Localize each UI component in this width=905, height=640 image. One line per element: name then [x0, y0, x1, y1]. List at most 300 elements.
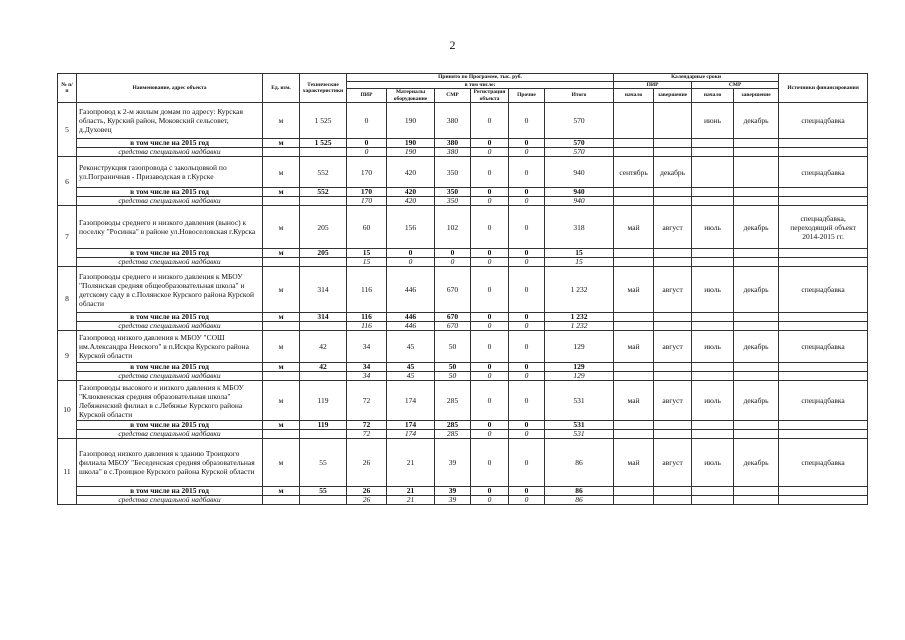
empty-cell — [692, 249, 734, 258]
hdr-no: № п/п — [58, 74, 77, 103]
empty-cell — [263, 148, 300, 157]
registration-cell: 0 — [471, 421, 509, 430]
object-name: Газопровод к 2-м жилым домам по адресу: Курская область, Курский район, Моковский сельсовет, д.Духовец — [77, 103, 263, 139]
other-cell: 0 — [509, 188, 545, 197]
row-number: 10 — [58, 381, 77, 439]
smr-end-cell: декабрь — [734, 103, 779, 139]
total-cell: 129 — [545, 363, 614, 372]
pir-cell: 170 — [347, 157, 387, 188]
pir-end-cell: август — [654, 331, 692, 363]
smr-start-cell: июль — [692, 381, 734, 421]
smr-cell: 350 — [435, 188, 471, 197]
empty-cell — [779, 496, 868, 505]
empty-cell — [692, 139, 734, 148]
empty-cell — [734, 363, 779, 372]
empty-cell — [300, 197, 347, 206]
hdr-incl: в том числе: — [347, 81, 614, 89]
empty-cell — [263, 372, 300, 381]
pir-end-cell: август — [654, 267, 692, 313]
other-cell: 0 — [509, 206, 545, 249]
other-cell: 0 — [509, 313, 545, 322]
materials-cell: 45 — [387, 331, 435, 363]
smr-start-cell: июль — [692, 267, 734, 313]
empty-cell — [692, 487, 734, 496]
other-cell: 0 — [509, 421, 545, 430]
total-cell: 531 — [545, 430, 614, 439]
year-total-row — [58, 249, 868, 258]
empty-cell — [692, 372, 734, 381]
table-row — [58, 103, 868, 139]
unit-cell: м — [263, 381, 300, 421]
smr-cell: 670 — [435, 267, 471, 313]
year-total-row — [58, 139, 868, 148]
other-cell: 0 — [509, 372, 545, 381]
empty-cell — [779, 139, 868, 148]
hdr-unit: Ед. изм. — [263, 74, 300, 103]
empty-cell — [779, 249, 868, 258]
pir-end-cell — [654, 103, 692, 139]
special-surcharge-label: средства специальной надбавки — [77, 258, 263, 267]
pir-cell: 60 — [347, 206, 387, 249]
registration-cell: 0 — [471, 197, 509, 206]
object-name: Газопроводы высокого и низкого давления к МБОУ "Клюквенская средняя образовательная школа" Лебяженский филиал в с.Лебяжье Курского района Курской области — [77, 381, 263, 421]
tech-cell: 119 — [300, 421, 347, 430]
materials-cell: 174 — [387, 421, 435, 430]
total-cell: 15 — [545, 249, 614, 258]
materials-cell: 21 — [387, 439, 435, 487]
total-cell: 940 — [545, 197, 614, 206]
total-cell: 318 — [545, 206, 614, 249]
table-row — [58, 331, 868, 363]
hdr-tech: Технические характеристики — [300, 74, 347, 103]
other-cell: 0 — [509, 331, 545, 363]
unit-cell: м — [263, 487, 300, 496]
special-surcharge-row — [58, 197, 868, 206]
tech-cell: 552 — [300, 188, 347, 197]
materials-cell: 190 — [387, 103, 435, 139]
hdr-name: Наименование, адрес объекта — [77, 74, 263, 103]
empty-cell — [300, 372, 347, 381]
empty-cell — [614, 372, 654, 381]
row-number: 6 — [58, 157, 77, 206]
empty-cell — [779, 421, 868, 430]
year-total-label: в том числе на 2015 год — [77, 313, 263, 322]
empty-cell — [779, 430, 868, 439]
empty-cell — [734, 188, 779, 197]
empty-cell — [734, 139, 779, 148]
empty-cell — [614, 258, 654, 267]
empty-cell — [734, 197, 779, 206]
hdr-calendar: Календарные сроки — [614, 74, 779, 82]
registration-cell: 0 — [471, 331, 509, 363]
empty-cell — [614, 313, 654, 322]
empty-cell — [614, 421, 654, 430]
source-cell: спецнадбавка — [779, 103, 868, 139]
unit-cell: м — [263, 157, 300, 188]
table-row — [58, 439, 868, 487]
empty-cell — [779, 372, 868, 381]
materials-cell: 174 — [387, 381, 435, 421]
empty-cell — [300, 496, 347, 505]
empty-cell — [614, 487, 654, 496]
smr-end-cell: декабрь — [734, 206, 779, 249]
other-cell: 0 — [509, 197, 545, 206]
tech-cell: 42 — [300, 363, 347, 372]
empty-cell — [734, 487, 779, 496]
registration-cell: 0 — [471, 139, 509, 148]
source-cell: спецнадбавка — [779, 439, 868, 487]
smr-start-cell: июнь — [692, 103, 734, 139]
other-cell: 0 — [509, 363, 545, 372]
empty-cell — [734, 430, 779, 439]
empty-cell — [734, 148, 779, 157]
materials-cell: 446 — [387, 313, 435, 322]
hdr-end2: завершение — [734, 89, 779, 103]
total-cell: 129 — [545, 331, 614, 363]
smr-end-cell: декабрь — [734, 267, 779, 313]
other-cell: 0 — [509, 496, 545, 505]
tech-cell: 314 — [300, 313, 347, 322]
hdr-other: Прочие — [509, 89, 545, 103]
registration-cell: 0 — [471, 267, 509, 313]
empty-cell — [614, 139, 654, 148]
materials-cell: 0 — [387, 249, 435, 258]
empty-cell — [300, 148, 347, 157]
smr-cell: 350 — [435, 157, 471, 188]
materials-cell: 0 — [387, 258, 435, 267]
total-cell: 86 — [545, 439, 614, 487]
pir-end-cell: август — [654, 439, 692, 487]
pir-start-cell: май — [614, 331, 654, 363]
table-row — [58, 206, 868, 249]
pir-cell: 72 — [347, 421, 387, 430]
total-cell: 129 — [545, 372, 614, 381]
materials-cell: 190 — [387, 148, 435, 157]
row-number: 11 — [58, 439, 77, 505]
row-number: 7 — [58, 206, 77, 267]
empty-cell — [692, 258, 734, 267]
year-total-row — [58, 313, 868, 322]
special-surcharge-label: средства специальной надбавки — [77, 322, 263, 331]
unit-cell: м — [263, 188, 300, 197]
registration-cell: 0 — [471, 258, 509, 267]
empty-cell — [614, 148, 654, 157]
special-surcharge-row — [58, 496, 868, 505]
materials-cell: 45 — [387, 363, 435, 372]
pir-cell: 72 — [347, 430, 387, 439]
registration-cell: 0 — [471, 496, 509, 505]
empty-cell — [734, 313, 779, 322]
pir-start-cell: май — [614, 439, 654, 487]
unit-cell: м — [263, 363, 300, 372]
hdr-materials: Материалы оборудование — [387, 89, 435, 103]
hdr-smr: СМР — [435, 89, 471, 103]
smr-cell: 0 — [435, 258, 471, 267]
smr-end-cell — [734, 157, 779, 188]
empty-cell — [654, 197, 692, 206]
smr-cell: 380 — [435, 103, 471, 139]
year-total-label: в том числе на 2015 год — [77, 421, 263, 430]
table-row — [58, 381, 868, 421]
materials-cell: 420 — [387, 188, 435, 197]
smr-cell: 50 — [435, 372, 471, 381]
total-cell: 531 — [545, 421, 614, 430]
empty-cell — [692, 148, 734, 157]
source-cell: спецнадбавка — [779, 331, 868, 363]
pir-cell: 34 — [347, 372, 387, 381]
empty-cell — [654, 322, 692, 331]
registration-cell: 0 — [471, 381, 509, 421]
empty-cell — [263, 258, 300, 267]
smr-start-cell: июль — [692, 439, 734, 487]
hdr-cal-smr: СМР — [692, 81, 779, 89]
total-cell: 1 232 — [545, 313, 614, 322]
registration-cell: 0 — [471, 188, 509, 197]
program-table — [57, 73, 868, 505]
year-total-label: в том числе на 2015 год — [77, 363, 263, 372]
empty-cell — [734, 249, 779, 258]
materials-cell: 45 — [387, 372, 435, 381]
pir-cell: 116 — [347, 267, 387, 313]
empty-cell — [692, 430, 734, 439]
empty-cell — [654, 430, 692, 439]
year-total-label: в том числе на 2015 год — [77, 487, 263, 496]
pir-cell: 0 — [347, 139, 387, 148]
tech-cell: 314 — [300, 267, 347, 313]
hdr-pir: ПИР — [347, 89, 387, 103]
pir-cell: 26 — [347, 439, 387, 487]
unit-cell: м — [263, 331, 300, 363]
registration-cell: 0 — [471, 372, 509, 381]
materials-cell: 446 — [387, 322, 435, 331]
registration-cell: 0 — [471, 439, 509, 487]
row-number: 8 — [58, 267, 77, 331]
smr-cell: 380 — [435, 148, 471, 157]
special-surcharge-label: средства специальной надбавки — [77, 430, 263, 439]
empty-cell — [300, 430, 347, 439]
empty-cell — [692, 188, 734, 197]
other-cell: 0 — [509, 439, 545, 487]
empty-cell — [734, 421, 779, 430]
pir-cell: 72 — [347, 381, 387, 421]
year-total-label: в том числе на 2015 год — [77, 188, 263, 197]
table-row — [58, 157, 868, 188]
empty-cell — [779, 258, 868, 267]
total-cell: 1 232 — [545, 267, 614, 313]
year-total-label: в том числе на 2015 год — [77, 249, 263, 258]
pir-start-cell: май — [614, 381, 654, 421]
materials-cell: 174 — [387, 430, 435, 439]
unit-cell: м — [263, 206, 300, 249]
hdr-accepted: Принято по Программе, тыс. руб. — [347, 74, 614, 82]
smr-start-cell: июль — [692, 206, 734, 249]
smr-cell: 285 — [435, 430, 471, 439]
empty-cell — [779, 322, 868, 331]
materials-cell: 420 — [387, 157, 435, 188]
empty-cell — [614, 363, 654, 372]
empty-cell — [692, 197, 734, 206]
object-name: Газопровод низкого давления к МБОУ "СОШ им.Александра Невского" в п.Искра Курского района Курской области — [77, 331, 263, 363]
pir-cell: 15 — [347, 258, 387, 267]
registration-cell: 0 — [471, 249, 509, 258]
smr-cell: 39 — [435, 439, 471, 487]
pir-cell: 170 — [347, 188, 387, 197]
special-surcharge-row — [58, 372, 868, 381]
year-total-row — [58, 363, 868, 372]
empty-cell — [654, 249, 692, 258]
pir-cell: 116 — [347, 313, 387, 322]
empty-cell — [692, 322, 734, 331]
pir-cell: 116 — [347, 322, 387, 331]
pir-start-cell: май — [614, 206, 654, 249]
smr-cell: 350 — [435, 197, 471, 206]
pir-start-cell — [614, 103, 654, 139]
registration-cell: 0 — [471, 103, 509, 139]
registration-cell: 0 — [471, 313, 509, 322]
empty-cell — [779, 313, 868, 322]
pir-end-cell: август — [654, 381, 692, 421]
empty-cell — [779, 148, 868, 157]
other-cell: 0 — [509, 381, 545, 421]
total-cell: 940 — [545, 188, 614, 197]
empty-cell — [654, 421, 692, 430]
registration-cell: 0 — [471, 363, 509, 372]
empty-cell — [654, 139, 692, 148]
total-cell: 1 232 — [545, 322, 614, 331]
total-cell: 570 — [545, 103, 614, 139]
registration-cell: 0 — [471, 487, 509, 496]
total-cell: 15 — [545, 258, 614, 267]
table-row — [58, 267, 868, 313]
empty-cell — [614, 188, 654, 197]
smr-start-cell — [692, 157, 734, 188]
empty-cell — [614, 322, 654, 331]
pir-end-cell: декабрь — [654, 157, 692, 188]
source-cell: спецнадбавка — [779, 157, 868, 188]
smr-cell: 285 — [435, 421, 471, 430]
special-surcharge-row — [58, 258, 868, 267]
page-number: 2 — [449, 38, 456, 52]
row-number: 9 — [58, 331, 77, 381]
source-cell: спецнадбавка — [779, 267, 868, 313]
empty-cell — [263, 496, 300, 505]
object-name: Газопроводы среднего и низкого давления (вынос) к поселку "Росинка" в районе ул.Новоселовская г.Курска — [77, 206, 263, 249]
object-name: Реконструкция газопровода с закольцовкой по ул.Пограничная - Призаводская в г.Курске — [77, 157, 263, 188]
unit-cell: м — [263, 421, 300, 430]
empty-cell — [692, 421, 734, 430]
year-total-row — [58, 487, 868, 496]
other-cell: 0 — [509, 258, 545, 267]
hdr-total: Итого — [545, 89, 614, 103]
smr-end-cell: декабрь — [734, 381, 779, 421]
special-surcharge-label: средства специальной надбавки — [77, 197, 263, 206]
smr-cell: 39 — [435, 487, 471, 496]
registration-cell: 0 — [471, 206, 509, 249]
row-number: 5 — [58, 103, 77, 157]
tech-cell: 55 — [300, 439, 347, 487]
pir-cell: 34 — [347, 331, 387, 363]
other-cell: 0 — [509, 157, 545, 188]
pir-start-cell: сентябрь — [614, 157, 654, 188]
other-cell: 0 — [509, 103, 545, 139]
other-cell: 0 — [509, 430, 545, 439]
smr-cell: 285 — [435, 381, 471, 421]
smr-cell: 670 — [435, 313, 471, 322]
empty-cell — [300, 322, 347, 331]
year-total-row — [58, 421, 868, 430]
pir-cell: 0 — [347, 103, 387, 139]
special-surcharge-row — [58, 322, 868, 331]
smr-end-cell: декабрь — [734, 331, 779, 363]
total-cell: 531 — [545, 381, 614, 421]
hdr-start: начало — [614, 89, 654, 103]
object-name: Газопроводы среднего и низкого давления к МБОУ "Полянская средняя общеобразовательная школа" и детскому саду в с.Полянское Курского района Курской области — [77, 267, 263, 313]
materials-cell: 190 — [387, 139, 435, 148]
empty-cell — [654, 363, 692, 372]
tech-cell: 205 — [300, 249, 347, 258]
special-surcharge-row — [58, 148, 868, 157]
empty-cell — [654, 258, 692, 267]
empty-cell — [734, 496, 779, 505]
empty-cell — [779, 197, 868, 206]
tech-cell: 1 525 — [300, 139, 347, 148]
empty-cell — [654, 372, 692, 381]
empty-cell — [654, 148, 692, 157]
tech-cell: 42 — [300, 331, 347, 363]
total-cell: 86 — [545, 487, 614, 496]
special-surcharge-label: средства специальной надбавки — [77, 148, 263, 157]
special-surcharge-label: средства специальной надбавки — [77, 372, 263, 381]
empty-cell — [734, 258, 779, 267]
pir-cell: 15 — [347, 249, 387, 258]
source-cell: спецнадбавка — [779, 381, 868, 421]
empty-cell — [779, 188, 868, 197]
pir-start-cell: май — [614, 267, 654, 313]
empty-cell — [734, 322, 779, 331]
smr-cell: 50 — [435, 331, 471, 363]
unit-cell: м — [263, 439, 300, 487]
materials-cell: 156 — [387, 206, 435, 249]
object-name: Газопровод низкого давления к зданию Троицкого филиала МБОУ "Беседенская средняя образовательная школа" в с.Троицкое Курского района Курской области — [77, 439, 263, 487]
smr-cell: 102 — [435, 206, 471, 249]
unit-cell: м — [263, 249, 300, 258]
hdr-cal-pir: ПИР — [614, 81, 692, 89]
pir-cell: 34 — [347, 363, 387, 372]
pir-cell: 26 — [347, 487, 387, 496]
table-body — [58, 103, 868, 505]
empty-cell — [263, 322, 300, 331]
total-cell: 570 — [545, 148, 614, 157]
smr-cell: 50 — [435, 363, 471, 372]
other-cell: 0 — [509, 139, 545, 148]
empty-cell — [614, 430, 654, 439]
smr-cell: 0 — [435, 249, 471, 258]
registration-cell: 0 — [471, 430, 509, 439]
registration-cell: 0 — [471, 157, 509, 188]
empty-cell — [263, 197, 300, 206]
hdr-start2: начало — [692, 89, 734, 103]
empty-cell — [654, 496, 692, 505]
pir-end-cell: август — [654, 206, 692, 249]
unit-cell: м — [263, 267, 300, 313]
other-cell: 0 — [509, 267, 545, 313]
empty-cell — [779, 363, 868, 372]
empty-cell — [654, 188, 692, 197]
materials-cell: 21 — [387, 496, 435, 505]
empty-cell — [654, 487, 692, 496]
pir-cell: 170 — [347, 197, 387, 206]
total-cell: 570 — [545, 139, 614, 148]
